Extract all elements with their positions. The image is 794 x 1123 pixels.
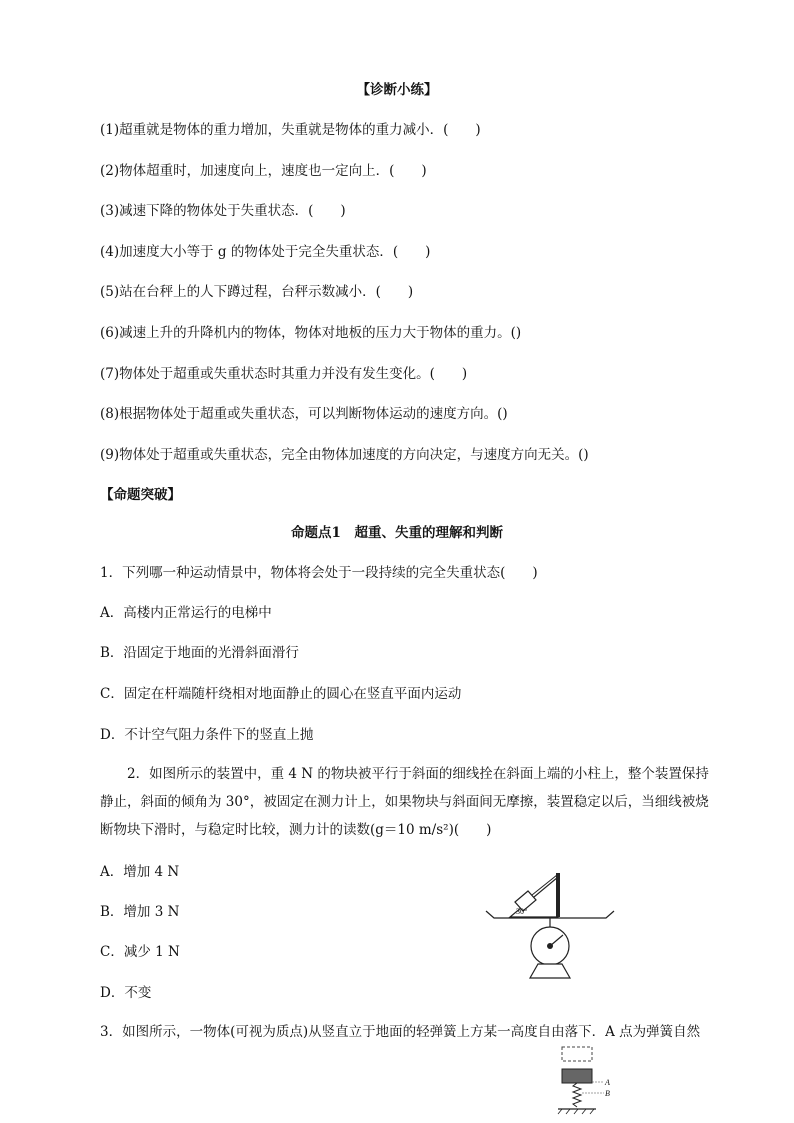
diagnosis-item-4: (4)加速度大小等于 g 的物体处于完全失重状态．( )	[100, 244, 431, 260]
diagnosis-heading: 【诊断小练】	[356, 82, 438, 98]
q2-option-b: B．增加 3 N	[100, 904, 180, 920]
spring-figure	[548, 1043, 618, 1123]
diagnosis-item-7: (7)物体处于超重或失重状态时其重力并没有发生变化。( )	[100, 366, 468, 382]
q3-stem: 3．如图所示，一物体(可视为质点)从竖直立于地面的轻弹簧上方某一高度自由落下．A 点为弹簧自然	[100, 1024, 701, 1040]
q1-option-c: C．固定在杆端随杆绕相对地面静止的圆心在竖直平面内运动	[100, 686, 462, 702]
q1-option-a: A．高楼内正常运行的电梯中	[100, 605, 272, 621]
section-heading: 【命题突破】	[100, 487, 181, 503]
angle-label: 30°	[516, 907, 528, 916]
q1-option-b: B．沿固定于地面的光滑斜面滑行	[100, 645, 299, 661]
q2-stem: 2．如图所示的装置中，重 4 N 的物块被平行于斜面的细线拴在斜面上端的小柱上，整个装置保持静止，斜面的倾角为 30°，被固定在测力计上，如果物块与斜面间无摩擦，装置稳定以后，当细线被烧断物块下滑时，与稳定时比较，测力计的读数(g＝10 m/s²)( )	[100, 766, 709, 838]
q2-option-a: A．增加 4 N	[100, 864, 180, 880]
diagnosis-item-8: (8)根据物体处于超重或失重状态，可以判断物体运动的速度方向。()	[100, 406, 508, 422]
diagnosis-item-1: (1)超重就是物体的重力增加，失重就是物体的重力减小．( )	[100, 122, 481, 138]
q2-option-c: C．减少 1 N	[100, 944, 180, 960]
diagnosis-item-3: (3)减速下降的物体处于失重状态．( )	[100, 203, 346, 219]
label-b: B	[605, 1089, 610, 1098]
incline-scale-figure	[480, 868, 620, 984]
q1-stem: 1．下列哪一种运动情景中，物体将会处于一段持续的完全失重状态( )	[100, 565, 538, 581]
label-a: A	[605, 1078, 610, 1087]
diagnosis-item-5: (5)站在台秤上的人下蹲过程，台秤示数减小．( )	[100, 284, 414, 300]
diagnosis-item-9: (9)物体处于超重或失重状态，完全由物体加速度的方向决定，与速度方向无关。()	[100, 447, 589, 463]
point-title: 命题点1 超重、失重的理解和判断	[291, 525, 503, 541]
q2-option-d: D．不变	[100, 985, 152, 1001]
q1-option-d: D．不计空气阻力条件下的竖直上抛	[100, 727, 314, 743]
diagnosis-item-2: (2)物体超重时，加速度向上，速度也一定向上．( )	[100, 163, 427, 179]
diagnosis-item-6: (6)减速上升的升降机内的物体，物体对地板的压力大于物体的重力。()	[100, 325, 522, 341]
